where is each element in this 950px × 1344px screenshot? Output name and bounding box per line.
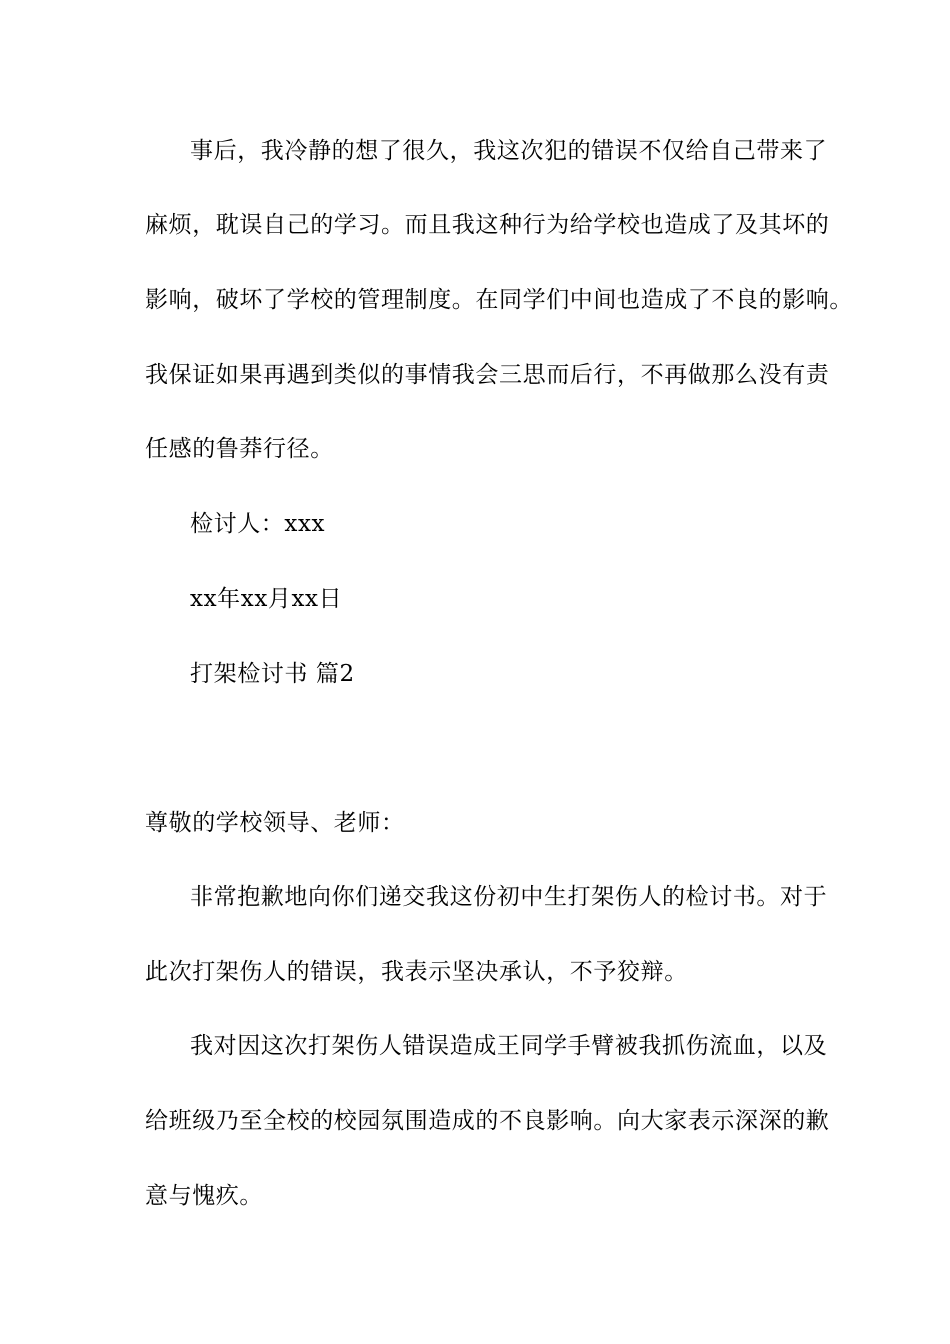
- salutation: 尊敬的学校领导、老师：: [145, 810, 405, 836]
- paragraph-1-line-1: 事后，我冷静的想了很久，我这次犯的错误不仅给自己带来了: [190, 138, 828, 164]
- section-title: 打架检讨书 篇2: [190, 661, 355, 687]
- signature-line: 检讨人：xxx: [190, 511, 326, 537]
- paragraph-1-line-2: 麻烦，耽误自己的学习。而且我这种行为给学校也造成了及其坏的: [145, 212, 830, 238]
- paragraph-2-line-2: 此次打架伤人的错误，我表示坚决承认，不予狡辩。: [145, 959, 688, 985]
- paragraph-3-line-1: 我对因这次打架伤人错误造成王同学手臂被我抓伤流血，以及: [190, 1033, 828, 1059]
- paragraph-2-line-1: 非常抱歉地向你们递交我这份初中生打架伤人的检讨书。对于: [190, 884, 828, 910]
- paragraph-1-line-4: 我保证如果再遇到类似的事情我会三思而后行，不再做那么没有责: [145, 362, 830, 388]
- paragraph-3-line-2: 给班级乃至全校的校园氛围造成的不良影响。向大家表示深深的歉: [145, 1108, 830, 1134]
- date-line: xx年xx月xx日: [190, 586, 343, 612]
- paragraph-1-line-5: 任感的鲁莽行径。: [145, 436, 334, 462]
- paragraph-1-line-3: 影响，破坏了学校的管理制度。在同学们中间也造成了不良的影响。: [145, 287, 853, 313]
- paragraph-3-line-3: 意与愧疚。: [145, 1183, 263, 1209]
